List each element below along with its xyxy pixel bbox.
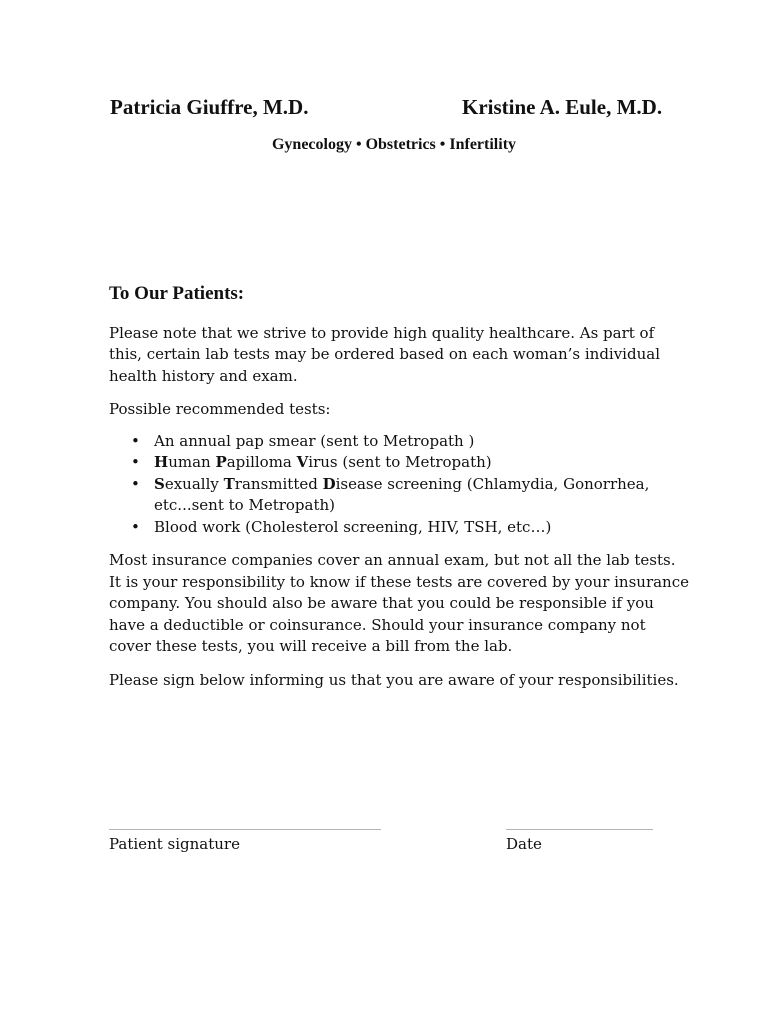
date-line[interactable] bbox=[506, 829, 653, 830]
patient-signature-label: Patient signature bbox=[109, 835, 240, 853]
sign-request-paragraph: Please sign below informing us that you are aware of your responsibilities. bbox=[109, 670, 679, 689]
recommended-tests-list bbox=[109, 431, 689, 539]
intro-paragraph: Please note that we strive to provide high quality healthcare. As part of this, certain lab tests may be ordered based on each woman’s individual health history and exam. bbox=[109, 323, 660, 385]
test-initial-letter: S bbox=[154, 474, 165, 493]
letter-greeting: To Our Patients: bbox=[109, 283, 245, 304]
test-text: Blood work (Cholesterol screening, HIV, TSH, etc…) bbox=[154, 517, 552, 536]
date-label: Date bbox=[506, 835, 542, 853]
test-initial-letter: V bbox=[296, 453, 309, 471]
test-text: An annual pap smear (sent to Metropath ) bbox=[154, 431, 475, 450]
bullet-icon: • bbox=[131, 517, 140, 536]
patient-signature-line[interactable] bbox=[109, 829, 381, 830]
test-list-item bbox=[109, 431, 689, 453]
practice-specialties: Gynecology • Obstetrics • Infertility bbox=[271, 136, 517, 153]
tests-label: Possible recommended tests: bbox=[109, 400, 331, 418]
test-text: apilloma bbox=[226, 453, 297, 471]
test-list-item bbox=[109, 517, 689, 539]
test-text: irus (sent to Metropath) bbox=[308, 453, 492, 471]
test-list-item bbox=[109, 452, 689, 474]
test-text: exually bbox=[164, 474, 224, 493]
letter-body bbox=[109, 283, 689, 703]
bullet-icon: • bbox=[131, 431, 140, 450]
test-initial-letter: T bbox=[223, 474, 235, 493]
test-initial-letter: D bbox=[322, 474, 336, 493]
bullet-icon: • bbox=[131, 474, 140, 493]
doctor-name-right: Kristine A. Eule, M.D. bbox=[462, 95, 663, 119]
doctor-name-left: Patricia Giuffre, M.D. bbox=[110, 95, 309, 119]
test-list-item bbox=[109, 474, 689, 517]
test-initial-letter: H bbox=[154, 453, 169, 471]
insurance-paragraph: Most insurance companies cover an annual exam, but not all the lab tests. It is your responsibility to know if these tests are covered by your insurance company. You should also be aware that you could be responsible if you have a deductible or coinsurance. Should your insurance company not cover these tests, you will receive a bill from the lab. bbox=[109, 551, 689, 655]
test-text: uman bbox=[168, 453, 216, 471]
test-initial-letter: P bbox=[215, 453, 227, 471]
bullet-icon: • bbox=[131, 453, 140, 471]
test-text: isease screening (Chlamydia, Gonorrhea, etc...sent to Metropath) bbox=[154, 474, 650, 514]
test-text: ransmitted bbox=[234, 474, 323, 493]
